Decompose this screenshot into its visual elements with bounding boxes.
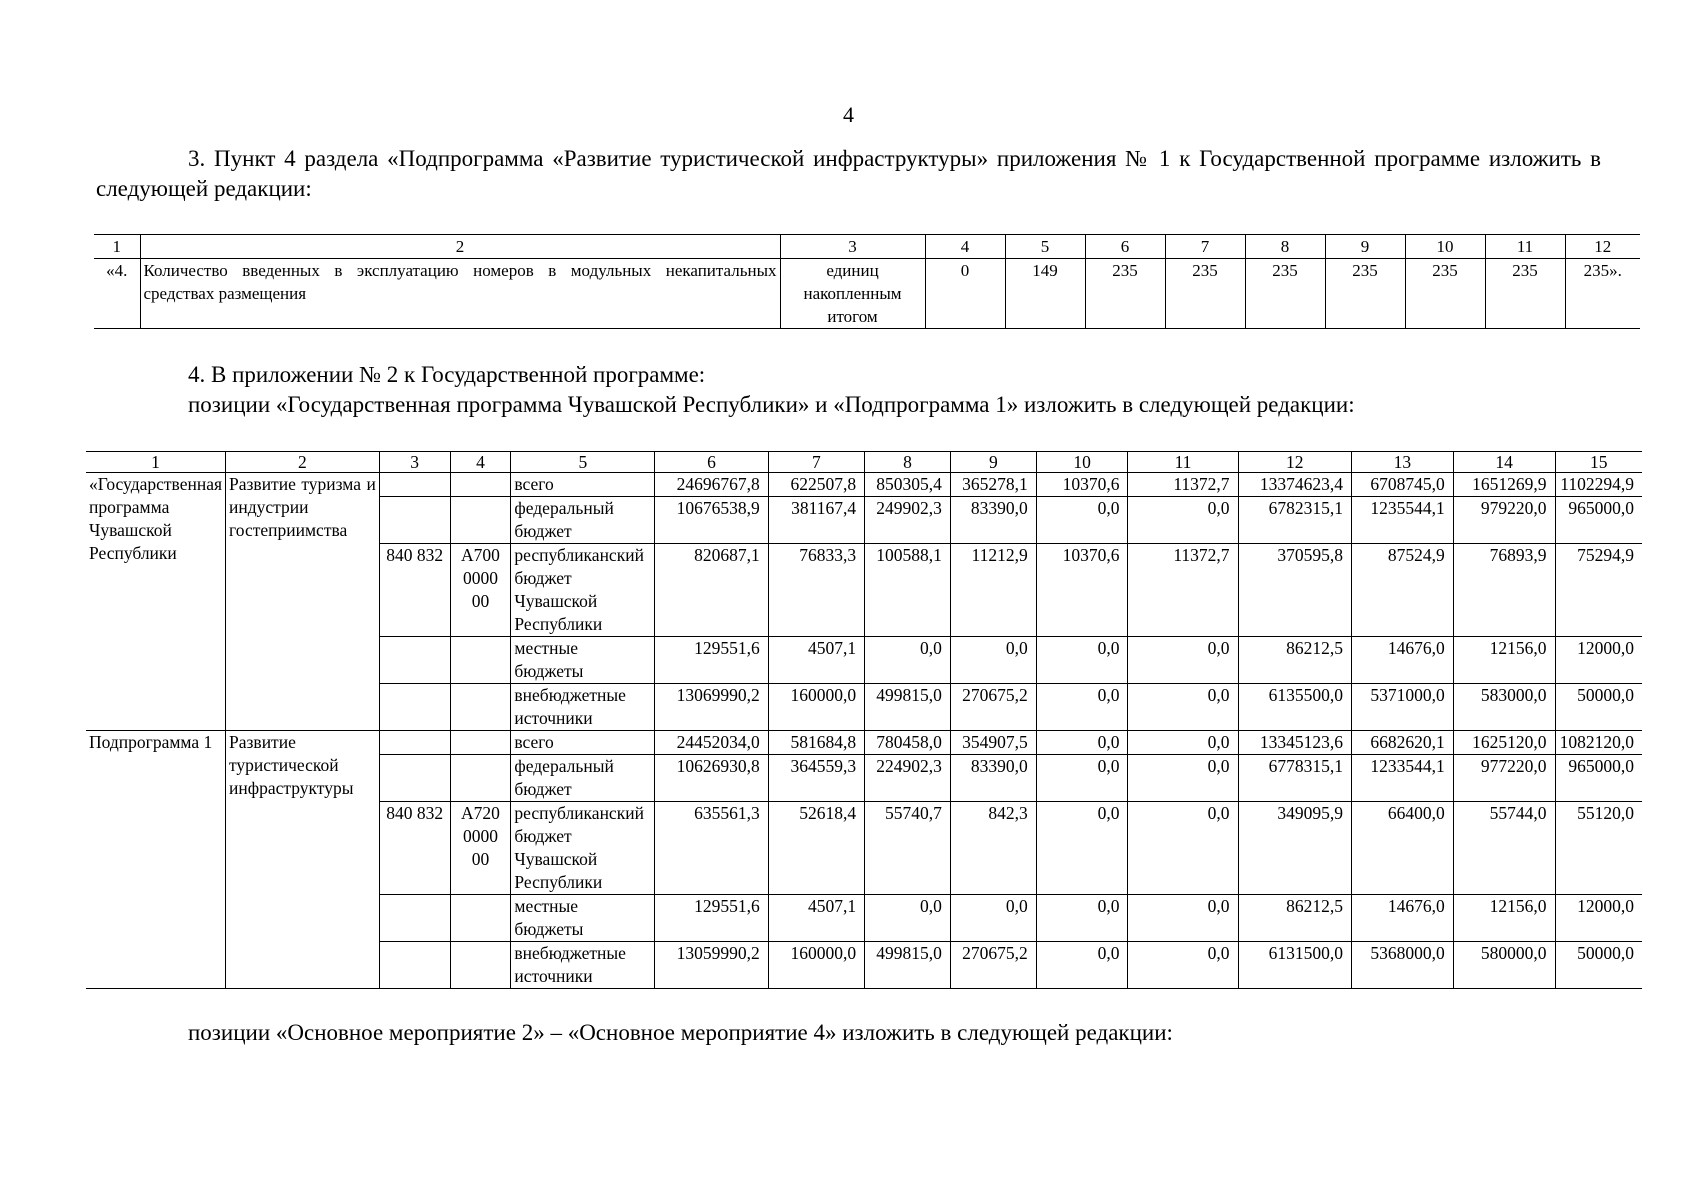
grbs-code-cell xyxy=(379,731,450,755)
amount-cell: 0,0 xyxy=(1036,755,1128,802)
indicator-table xyxy=(94,234,1640,329)
amount-cell: 0,0 xyxy=(1128,637,1238,684)
amount-cell: 0,0 xyxy=(1036,637,1128,684)
program-title-cell: Развитие туризма и индустрии гостеприимства xyxy=(226,473,380,731)
amount-cell: 83390,0 xyxy=(950,755,1036,802)
amount-cell: 365278,1 xyxy=(950,473,1036,497)
value-cell: 235». xyxy=(1565,259,1640,329)
amount-cell: 11372,7 xyxy=(1128,544,1238,637)
target-article-cell xyxy=(450,942,511,989)
amount-cell: 11372,7 xyxy=(1128,473,1238,497)
amount-cell: 55740,7 xyxy=(865,802,951,895)
amount-cell: 249902,3 xyxy=(865,497,951,544)
target-article-cell xyxy=(450,895,511,942)
amount-cell: 66400,0 xyxy=(1351,802,1453,895)
amount-cell: 6778315,1 xyxy=(1238,755,1351,802)
amount-cell: 635561,3 xyxy=(655,802,768,895)
amount-cell: 4507,1 xyxy=(768,637,864,684)
amount-cell: 86212,5 xyxy=(1238,895,1351,942)
header-cell: 12 xyxy=(1565,235,1640,259)
header-cell: 13 xyxy=(1351,452,1453,473)
target-article-cell xyxy=(450,637,511,684)
amount-cell: 0,0 xyxy=(1128,497,1238,544)
grbs-code-cell xyxy=(379,942,450,989)
grbs-code-cell xyxy=(379,755,450,802)
amount-cell: 100588,1 xyxy=(865,544,951,637)
amount-cell: 580000,0 xyxy=(1453,942,1555,989)
amount-cell: 499815,0 xyxy=(865,942,951,989)
amount-cell: 5368000,0 xyxy=(1351,942,1453,989)
amount-cell: 0,0 xyxy=(1128,755,1238,802)
amount-cell: 224902,3 xyxy=(865,755,951,802)
amount-cell: 5371000,0 xyxy=(1351,684,1453,731)
header-cell: 4 xyxy=(450,452,511,473)
amount-cell: 820687,1 xyxy=(655,544,768,637)
amount-cell: 129551,6 xyxy=(655,637,768,684)
amount-cell: 4507,1 xyxy=(768,895,864,942)
header-cell: 10 xyxy=(1036,452,1128,473)
header-cell: 12 xyxy=(1238,452,1351,473)
amount-cell: 50000,0 xyxy=(1555,942,1642,989)
amount-cell: 370595,8 xyxy=(1238,544,1351,637)
value-cell: 235 xyxy=(1165,259,1245,329)
amount-cell: 6135500,0 xyxy=(1238,684,1351,731)
funding-source-cell: местные бюджеты xyxy=(511,895,655,942)
amount-cell: 965000,0 xyxy=(1555,755,1642,802)
amount-cell: 75294,9 xyxy=(1555,544,1642,637)
amount-cell: 86212,5 xyxy=(1238,637,1351,684)
amount-cell: 6782315,1 xyxy=(1238,497,1351,544)
amount-cell: 364559,3 xyxy=(768,755,864,802)
value-cell: 235 xyxy=(1485,259,1565,329)
header-cell: 14 xyxy=(1453,452,1555,473)
amount-cell: 24696767,8 xyxy=(655,473,768,497)
paragraph-line: позиции «Государственная программа Чувашской Республики» и «Подпрограмма 1» изложить в следующей редакции: xyxy=(188,392,1355,417)
header-cell: 10 xyxy=(1405,235,1485,259)
funding-table xyxy=(86,451,1642,989)
amount-cell: 0,0 xyxy=(865,637,951,684)
amount-cell: 87524,9 xyxy=(1351,544,1453,637)
paragraph-item-4 xyxy=(188,360,1608,420)
indicator-name-cell: Количество введенных в эксплуатацию номеров в модульных некапитальных средствах размещения xyxy=(140,259,780,329)
target-article-cell xyxy=(450,684,511,731)
amount-cell: 0,0 xyxy=(1036,684,1128,731)
amount-cell: 6708745,0 xyxy=(1351,473,1453,497)
target-article-cell xyxy=(450,731,511,755)
amount-cell: 780458,0 xyxy=(865,731,951,755)
paragraph-positions-2-4: позиции «Основное мероприятие 2» – «Основное мероприятие 4» изложить в следующей редакции: xyxy=(188,1020,1173,1045)
unit-cell: единиц накопленным итогом xyxy=(780,259,925,329)
value-cell: 235 xyxy=(1325,259,1405,329)
amount-cell: 581684,8 xyxy=(768,731,864,755)
amount-cell: 381167,4 xyxy=(768,497,864,544)
amount-cell: 0,0 xyxy=(1128,802,1238,895)
amount-cell: 55120,0 xyxy=(1555,802,1642,895)
funding-source-cell: республиканский бюджет Чувашской Республики xyxy=(511,544,655,637)
amount-cell: 1625120,0 xyxy=(1453,731,1555,755)
amount-cell: 270675,2 xyxy=(950,684,1036,731)
amount-cell: 76893,9 xyxy=(1453,544,1555,637)
amount-cell: 349095,9 xyxy=(1238,802,1351,895)
header-cell: 11 xyxy=(1485,235,1565,259)
amount-cell: 354907,5 xyxy=(950,731,1036,755)
amount-cell: 0,0 xyxy=(1036,802,1128,895)
grbs-code-cell xyxy=(379,497,450,544)
amount-cell: 499815,0 xyxy=(865,684,951,731)
table-row xyxy=(94,259,1640,329)
grbs-code-cell xyxy=(379,895,450,942)
header-cell: 7 xyxy=(1165,235,1245,259)
header-cell: 2 xyxy=(140,235,780,259)
program-name-cell: Подпрограмма 1 xyxy=(86,731,226,989)
table-header-row xyxy=(94,235,1640,259)
amount-cell: 583000,0 xyxy=(1453,684,1555,731)
target-article-cell: А700 0000 00 xyxy=(450,544,511,637)
target-article-cell xyxy=(450,755,511,802)
value-cell: 235 xyxy=(1085,259,1165,329)
amount-cell: 10370,6 xyxy=(1036,473,1128,497)
program-title-cell: Развитие туристической инфраструктуры xyxy=(226,731,380,989)
amount-cell: 13059990,2 xyxy=(655,942,768,989)
grbs-code-cell xyxy=(379,473,450,497)
paragraph-item-3: 3. Пункт 4 раздела «Подпрограмма «Развитие туристической инфраструктуры» приложения № 1 к Государственной программе изложить в следующей редакции: xyxy=(96,146,1601,201)
funding-source-cell: всего xyxy=(511,473,655,497)
header-cell: 5 xyxy=(1005,235,1085,259)
amount-cell: 10676538,9 xyxy=(655,497,768,544)
grbs-code-cell xyxy=(379,684,450,731)
header-cell: 8 xyxy=(865,452,951,473)
amount-cell: 12156,0 xyxy=(1453,895,1555,942)
amount-cell: 12156,0 xyxy=(1453,637,1555,684)
header-cell: 3 xyxy=(379,452,450,473)
header-cell: 8 xyxy=(1245,235,1325,259)
amount-cell: 13374623,4 xyxy=(1238,473,1351,497)
header-cell: 2 xyxy=(226,452,380,473)
header-cell: 9 xyxy=(1325,235,1405,259)
amount-cell: 850305,4 xyxy=(865,473,951,497)
amount-cell: 965000,0 xyxy=(1555,497,1642,544)
amount-cell: 24452034,0 xyxy=(655,731,768,755)
header-cell: 3 xyxy=(780,235,925,259)
amount-cell: 129551,6 xyxy=(655,895,768,942)
program-name-cell: «Государственная программа Чувашской Республики xyxy=(86,473,226,731)
value-cell: 235 xyxy=(1245,259,1325,329)
amount-cell: 12000,0 xyxy=(1555,895,1642,942)
amount-cell: 270675,2 xyxy=(950,942,1036,989)
table-row xyxy=(86,731,1642,755)
header-cell: 6 xyxy=(1085,235,1165,259)
amount-cell: 160000,0 xyxy=(768,942,864,989)
amount-cell: 622507,8 xyxy=(768,473,864,497)
grbs-code-cell xyxy=(379,637,450,684)
amount-cell: 13345123,6 xyxy=(1238,731,1351,755)
amount-cell: 1102294,9 xyxy=(1555,473,1642,497)
value-cell: 235 xyxy=(1405,259,1485,329)
funding-source-cell: федеральный бюджет xyxy=(511,755,655,802)
funding-source-cell: внебюджетные источники xyxy=(511,684,655,731)
amount-cell: 0,0 xyxy=(1036,895,1128,942)
amount-cell: 0,0 xyxy=(1128,731,1238,755)
header-cell: 1 xyxy=(94,235,140,259)
amount-cell: 160000,0 xyxy=(768,684,864,731)
header-cell: 15 xyxy=(1555,452,1642,473)
amount-cell: 55744,0 xyxy=(1453,802,1555,895)
header-cell: 7 xyxy=(768,452,864,473)
amount-cell: 979220,0 xyxy=(1453,497,1555,544)
table-row xyxy=(86,473,1642,497)
amount-cell: 1235544,1 xyxy=(1351,497,1453,544)
amount-cell: 1233544,1 xyxy=(1351,755,1453,802)
amount-cell: 14676,0 xyxy=(1351,895,1453,942)
funding-source-cell: местные бюджеты xyxy=(511,637,655,684)
value-cell: 149 xyxy=(1005,259,1085,329)
amount-cell: 842,3 xyxy=(950,802,1036,895)
amount-cell: 50000,0 xyxy=(1555,684,1642,731)
header-cell: 5 xyxy=(511,452,655,473)
amount-cell: 12000,0 xyxy=(1555,637,1642,684)
header-cell: 4 xyxy=(925,235,1005,259)
amount-cell: 977220,0 xyxy=(1453,755,1555,802)
target-article-cell: А720 0000 00 xyxy=(450,802,511,895)
row-number-cell: «4. xyxy=(94,259,140,329)
page-number: 4 xyxy=(843,102,854,127)
funding-source-cell: федеральный бюджет xyxy=(511,497,655,544)
amount-cell: 83390,0 xyxy=(950,497,1036,544)
amount-cell: 0,0 xyxy=(865,895,951,942)
table-header-row xyxy=(86,452,1642,473)
amount-cell: 52618,4 xyxy=(768,802,864,895)
funding-source-cell: республиканский бюджет Чувашской Республики xyxy=(511,802,655,895)
amount-cell: 1082120,0 xyxy=(1555,731,1642,755)
header-cell: 11 xyxy=(1128,452,1238,473)
amount-cell: 0,0 xyxy=(1036,731,1128,755)
funding-source-cell: внебюджетные источники xyxy=(511,942,655,989)
amount-cell: 14676,0 xyxy=(1351,637,1453,684)
amount-cell: 10370,6 xyxy=(1036,544,1128,637)
amount-cell: 1651269,9 xyxy=(1453,473,1555,497)
amount-cell: 0,0 xyxy=(1128,942,1238,989)
header-cell: 9 xyxy=(950,452,1036,473)
value-cell: 0 xyxy=(925,259,1005,329)
amount-cell: 0,0 xyxy=(1036,942,1128,989)
amount-cell: 0,0 xyxy=(1036,497,1128,544)
amount-cell: 0,0 xyxy=(950,895,1036,942)
header-cell: 1 xyxy=(86,452,226,473)
grbs-code-cell: 840 832 xyxy=(379,544,450,637)
amount-cell: 13069990,2 xyxy=(655,684,768,731)
amount-cell: 6682620,1 xyxy=(1351,731,1453,755)
amount-cell: 6131500,0 xyxy=(1238,942,1351,989)
amount-cell: 0,0 xyxy=(950,637,1036,684)
funding-source-cell: всего xyxy=(511,731,655,755)
paragraph-line: 4. В приложении № 2 к Государственной программе: xyxy=(188,362,706,387)
amount-cell: 0,0 xyxy=(1128,895,1238,942)
amount-cell: 11212,9 xyxy=(950,544,1036,637)
header-cell: 6 xyxy=(655,452,768,473)
target-article-cell xyxy=(450,497,511,544)
amount-cell: 76833,3 xyxy=(768,544,864,637)
grbs-code-cell: 840 832 xyxy=(379,802,450,895)
amount-cell: 0,0 xyxy=(1128,684,1238,731)
target-article-cell xyxy=(450,473,511,497)
amount-cell: 10626930,8 xyxy=(655,755,768,802)
